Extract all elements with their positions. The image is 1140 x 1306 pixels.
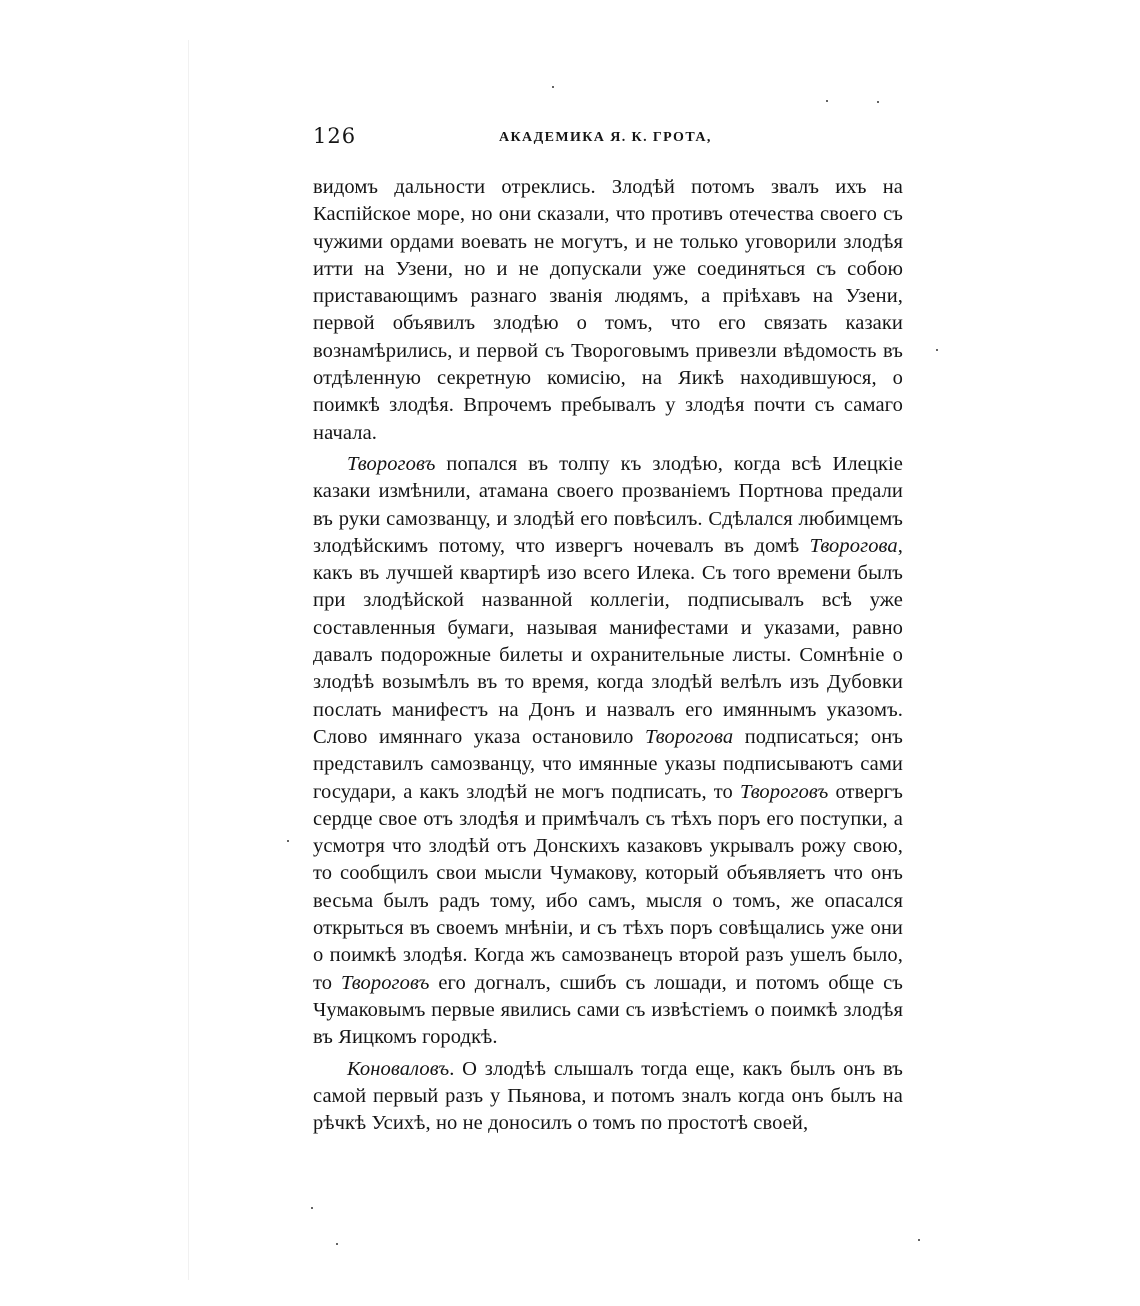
person-name: Коноваловъ (347, 1057, 450, 1080)
person-name: Твороговъ (739, 780, 829, 803)
person-name: Творогова (809, 534, 898, 557)
page-header (313, 124, 903, 158)
scan-speck (826, 100, 828, 102)
page-edge-shadow (188, 40, 189, 1280)
scan-speck (336, 1243, 338, 1245)
page-number: 126 (313, 124, 357, 148)
person-name: Творогова (645, 725, 734, 748)
scan-speck (311, 1207, 313, 1209)
scan-speck (552, 86, 554, 88)
text-run: попался въ толпу къ злодѣю, когда всѣ Илецкіе казаки измѣнили, атамана своего прозваніемъ Портнова предали въ руки самозванцу, и злодѣй его повѣсилъ. Сдѣлался любимцемъ злодѣйскимъ потому, что извергъ ночевалъ въ домѣ (313, 452, 903, 557)
paragraph (313, 451, 903, 1052)
scan-speck (877, 101, 879, 103)
scan-speck (287, 840, 289, 842)
text-run: отвергъ сердце свое отъ злодѣя и примѣчалъ съ тѣхъ поръ его поступки, а усмотря что злодѣй отъ Донскихъ казаковъ укрывалъ рожу свою, то сообщилъ свои мысли Чумакову, который объявляетъ что онъ весьма былъ радъ тому, ибо самъ, мысля о томъ, же опасался открыться въ своемъ мнѣніи, и съ тѣхъ поръ совѣщались уже они о поимкѣ злодѣя. Когда жъ самозванецъ второй разъ ушелъ было, то (313, 780, 903, 994)
text-run: подписаться; онъ представилъ самозванцу, что имянные указы подписываютъ сами государи, а какъ злодѣй не могъ подписать, то (313, 725, 903, 803)
running-head: АКАДЕМИКА Я. К. ГРОТА, (499, 130, 712, 145)
person-name: Твороговъ (341, 971, 430, 994)
paragraph (313, 174, 903, 447)
text-run: видомъ дальности отреклись. Злодѣй потомъ звалъ ихъ на Каспійское море, но они сказали, что противъ отечества своего съ чужими ордами воевать не могутъ, и не только уговорили злодѣя итти на Узени, но и не допускали уже соединяться съ собою приставающимъ разнаго званія людямъ, а пріѣхавъ на Узени, первой объявилъ злодѣю о томъ, что его связать казаки вознамѣрились, и первой съ Твороговымъ привезли вѣдомость въ отдѣленную секретную комисію, на Яикѣ находившуюся, о поимкѣ злодѣя. Впрочемъ пребывалъ у злодѣя почти съ самаго начала. (313, 176, 903, 444)
text-run: , какъ въ лучшей квартирѣ изо всего Илека. Съ того времени былъ при злодѣйской названной коллегіи, подписывалъ всѣ уже составленныя бумаги, называя манифестами и указами, равно давалъ подорожные билеты и охранительные листы. Сомнѣніе о злодѣѣ возымѣлъ въ то время, когда злодѣй велѣлъ изъ Дубовки послать манифестъ на Донъ и назвалъ его имяннымъ указомъ. Слово имяннаго указа остановило (313, 534, 903, 748)
scan-speck (918, 1239, 920, 1241)
text-run: . О злодѣѣ слышалъ тогда еще, какъ былъ онъ въ самой первый разъ у Пьянова, и потомъ зналъ когда онъ былъ на рѣчкѣ Усихѣ, но не доносилъ о томъ по простотѣ своей, (313, 1057, 903, 1135)
paragraph (313, 1056, 903, 1138)
text-run: его догналъ, сшибъ съ лошади, и потомъ обще съ Чумаковымъ первые явились сами съ извѣстіемъ о поимкѣ злодѣя въ Яицкомъ городкѣ. (313, 971, 903, 1049)
scan-speck (936, 349, 938, 351)
person-name: Твороговъ (347, 452, 436, 475)
body-text (313, 174, 903, 1141)
